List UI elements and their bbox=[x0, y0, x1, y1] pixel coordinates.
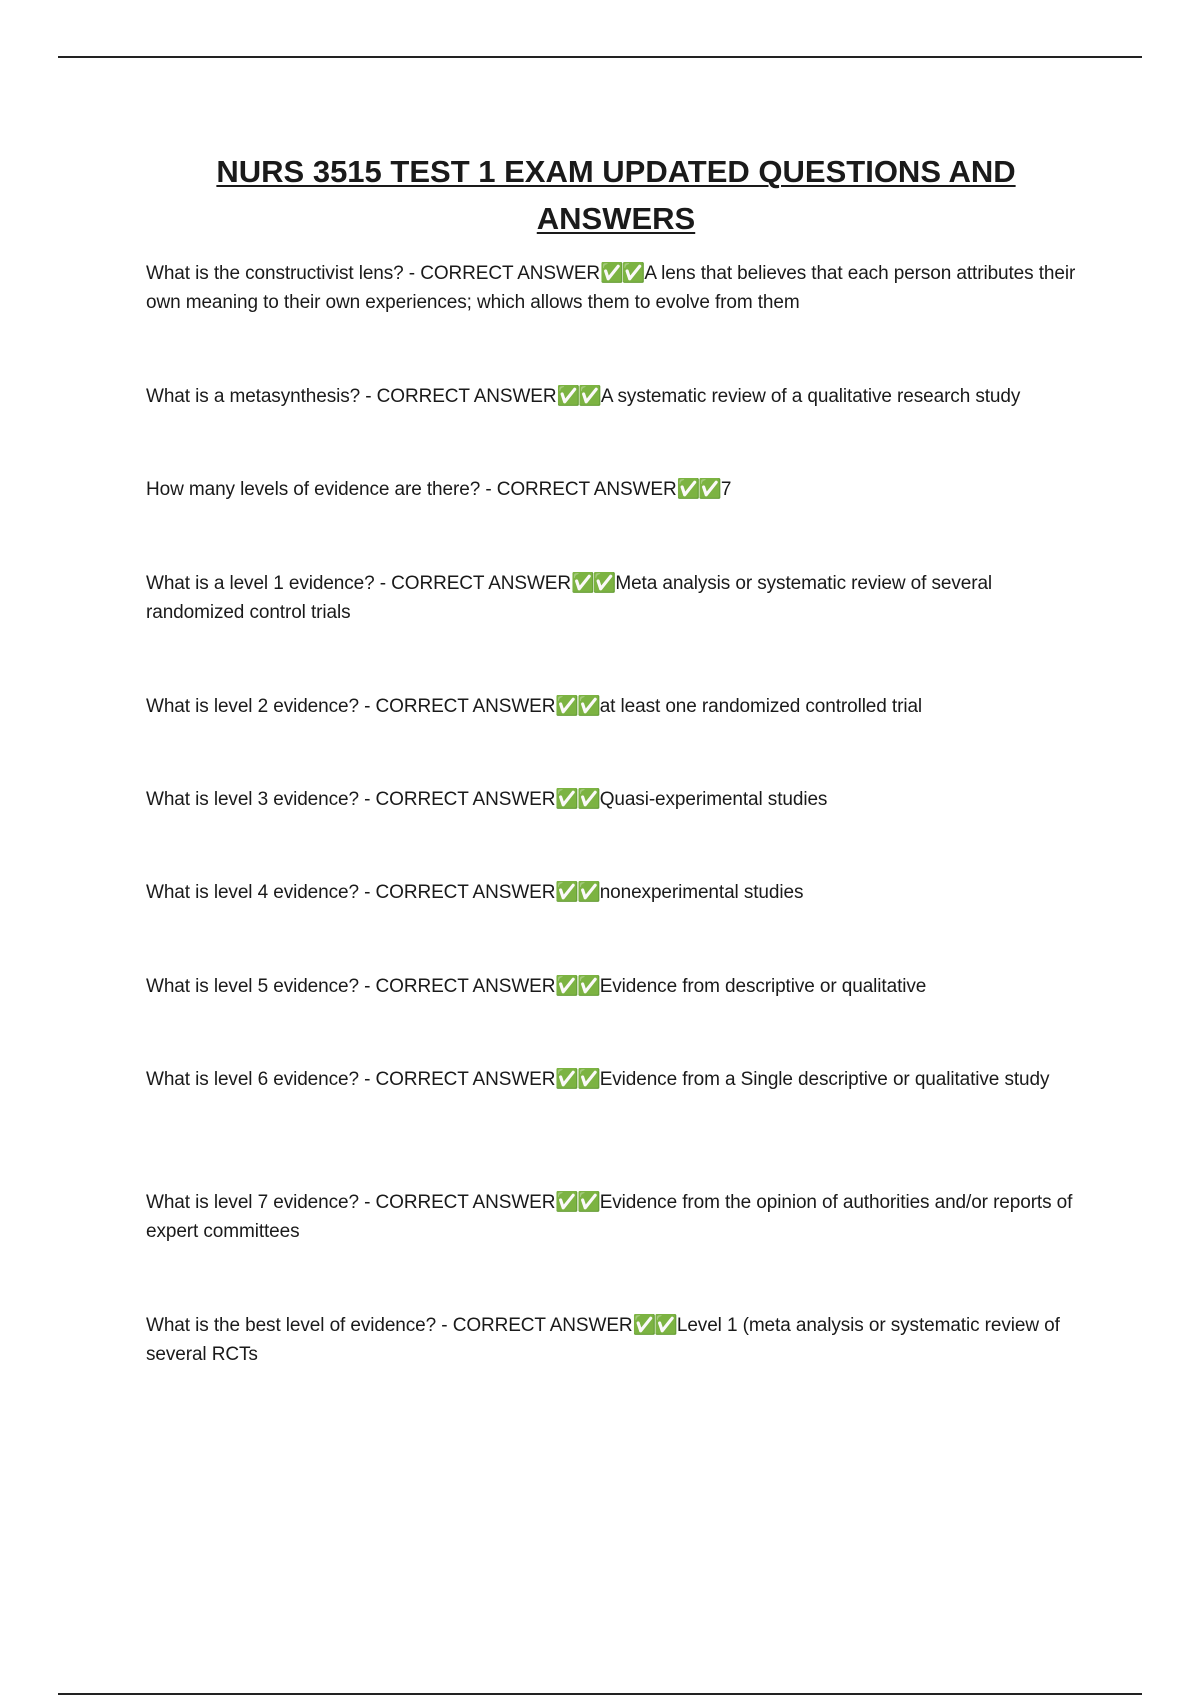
footer-rule bbox=[58, 1693, 1142, 1695]
check-marks-icon: ✅✅ bbox=[555, 882, 599, 903]
check-marks-icon: ✅✅ bbox=[555, 1069, 599, 1090]
qa-item-2 bbox=[146, 382, 1086, 411]
qa-item-4 bbox=[146, 569, 1086, 627]
check-marks-icon: ✅✅ bbox=[571, 573, 615, 594]
check-marks-icon: ✅✅ bbox=[555, 789, 599, 810]
answer-text: Meta analysis or systematic review of several randomized control trials bbox=[146, 573, 993, 623]
question-text: What is a level 1 evidence? - CORRECT ANSWER bbox=[146, 573, 572, 594]
question-text: What is a metasynthesis? - CORRECT ANSWER bbox=[146, 386, 557, 407]
document-title bbox=[0, 148, 1200, 242]
answer-text: A systematic review of a qualitative research study bbox=[600, 386, 1021, 407]
document-title-line1: NURS 3515 TEST 1 EXAM UPDATED QUESTIONS AND bbox=[216, 154, 1016, 189]
check-marks-icon: ✅✅ bbox=[555, 976, 599, 997]
check-marks-icon: ✅✅ bbox=[556, 386, 600, 407]
check-marks-icon: ✅✅ bbox=[555, 696, 599, 717]
answer-text: Evidence from descriptive or qualitative bbox=[599, 976, 927, 997]
question-text: What is level 7 evidence? - CORRECT ANSWER bbox=[146, 1192, 556, 1213]
qa-item-7 bbox=[146, 878, 1086, 907]
qa-item-1 bbox=[146, 259, 1086, 317]
question-text: How many levels of evidence are there? - CORRECT ANSWER bbox=[146, 479, 677, 500]
qa-item-6 bbox=[146, 785, 1086, 814]
answer-text: Level 1 (meta analysis or systematic review of several RCTs bbox=[146, 1315, 1060, 1365]
check-marks-icon: ✅✅ bbox=[600, 263, 644, 284]
qa-item-10 bbox=[146, 1188, 1086, 1246]
qa-item-9 bbox=[146, 1065, 1086, 1094]
question-text: What is level 3 evidence? - CORRECT ANSWER bbox=[146, 789, 556, 810]
question-text: What is the constructivist lens? - CORRECT ANSWER bbox=[146, 263, 601, 284]
check-marks-icon: ✅✅ bbox=[632, 1315, 676, 1336]
question-text: What is level 6 evidence? - CORRECT ANSWER bbox=[146, 1069, 556, 1090]
check-marks-icon: ✅✅ bbox=[555, 1192, 599, 1213]
answer-text: Evidence from a Single descriptive or qualitative study bbox=[599, 1069, 1050, 1090]
answer-text: nonexperimental studies bbox=[599, 882, 804, 903]
document-title-line2: ANSWERS bbox=[536, 201, 696, 236]
answer-text: A lens that believes that each person attributes their own meaning to their own experiences; which allows them to evolve from them bbox=[146, 263, 1076, 313]
answer-text: Quasi-experimental studies bbox=[599, 789, 828, 810]
question-text: What is the best level of evidence? - CORRECT ANSWER bbox=[146, 1315, 633, 1336]
question-text: What is level 2 evidence? - CORRECT ANSWER bbox=[146, 696, 556, 717]
header-rule bbox=[58, 56, 1142, 58]
check-marks-icon: ✅✅ bbox=[676, 479, 720, 500]
answer-text: Evidence from the opinion of authorities and/or reports of expert committees bbox=[146, 1192, 1073, 1242]
qa-item-3 bbox=[146, 475, 1086, 504]
qa-item-8 bbox=[146, 972, 1086, 1001]
answer-text: 7 bbox=[720, 479, 732, 500]
qa-item-11 bbox=[146, 1311, 1086, 1369]
qa-item-5 bbox=[146, 692, 1086, 721]
question-text: What is level 4 evidence? - CORRECT ANSWER bbox=[146, 882, 556, 903]
answer-text: at least one randomized controlled trial bbox=[599, 696, 923, 717]
question-text: What is level 5 evidence? - CORRECT ANSWER bbox=[146, 976, 556, 997]
